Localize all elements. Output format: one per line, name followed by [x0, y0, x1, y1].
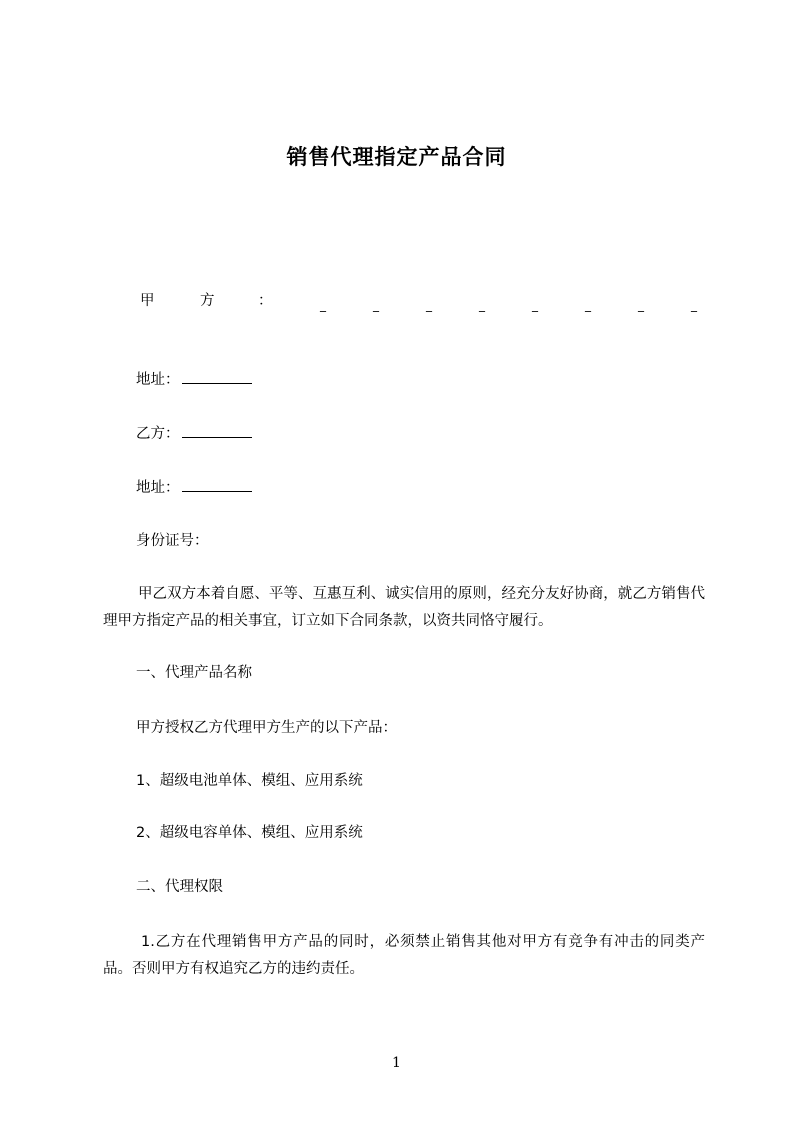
address-b-label: 地址： — [136, 480, 180, 496]
party-a-blank: _ — [320, 298, 326, 312]
clause-1-text: 1.乙方在代理销售甲方产品的同时，必须禁止销售其他对甲方有竞争有冲击的同类产品。否则甲方有权追究乙方的违约责任。 — [103, 934, 705, 977]
section-2-heading: 二、代理权限 — [136, 879, 223, 895]
party-b-label: 乙方： — [136, 426, 180, 442]
party-a-line — [136, 290, 704, 314]
party-a-blank: _ — [691, 298, 697, 312]
address-a-blank-line — [182, 369, 252, 384]
intro-text: 甲乙双方本着自愿、平等、互惠互利、诚实信用的原则，经充分友好协商，就乙方销售代理甲方指定产品的相关事宜，订立如下合同条款，以资共同恪守履行。 — [103, 586, 705, 629]
clause-1-paragraph — [103, 929, 705, 983]
address-b-blank-line — [182, 477, 252, 492]
party-a-blank: _ — [585, 298, 591, 312]
id-number-field — [136, 530, 209, 552]
intro-paragraph — [103, 581, 705, 635]
product-item-2: 2、超级电容单体、模组、应用系统 — [136, 825, 363, 841]
document-title: 销售代理指定产品合同 — [286, 145, 507, 169]
address-a-label: 地址： — [136, 372, 180, 388]
party-b-blank-line — [182, 423, 252, 438]
party-a-blank: _ — [373, 298, 379, 312]
page-number: 1 — [392, 1055, 401, 1071]
section-1-lead: 甲方授权乙方代理甲方生产的以下产品： — [136, 720, 397, 736]
party-a-char-2: 方 — [200, 293, 215, 309]
address-b-field — [136, 477, 252, 499]
product-item-1: 1、超级电池单体、模组、应用系统 — [136, 773, 363, 789]
party-b-field — [136, 423, 252, 445]
party-a-blank: _ — [532, 298, 538, 312]
address-a-field — [136, 369, 252, 391]
party-a-blank: _ — [479, 298, 485, 312]
id-number-label: 身份证号： — [136, 533, 209, 549]
party-a-blank: _ — [426, 298, 432, 312]
section-1-heading: 一、代理产品名称 — [136, 665, 252, 681]
party-a-colon: ： — [258, 293, 273, 309]
party-a-blank: _ — [638, 298, 644, 312]
party-a-char-1: 甲 — [140, 293, 155, 309]
